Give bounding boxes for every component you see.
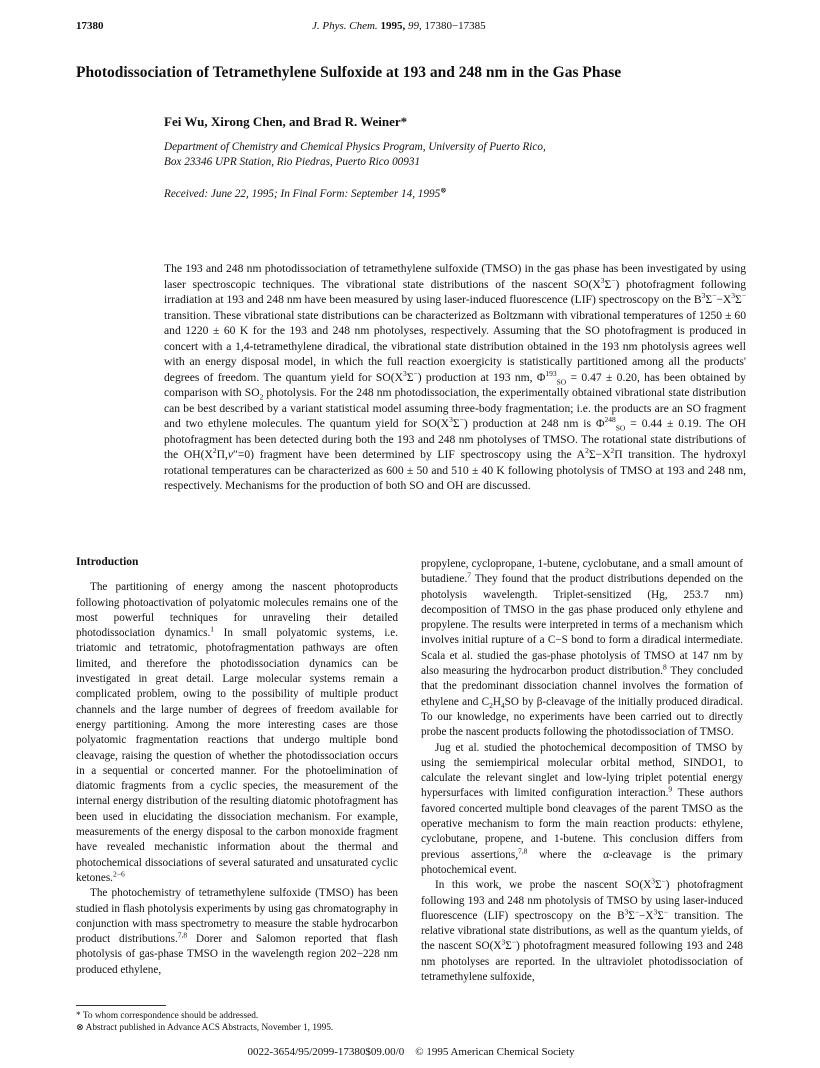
section-heading: Introduction <box>76 556 139 568</box>
right-column <box>421 557 743 985</box>
body-paragraph: propylene, cyclopropane, 1-butene, cyclobutane, and a small amount of butadiene.$^7$ They found that the product distributions depended on the photolysis wavelength. Triplet-sensitized (Hg, 253.7 nm) decomposition of TMSO in the gas phase produced only ethylene and propylene. The results were interpreted in terms of a mechanism which involves initial rupture of a C−S bond to form a diradical intermediate. Scala et al. studied the gas-phase photolysis of TMSO at 147 nm by also measuring the hydrocarbon product distribution.$^8$ They concluded that the predominant dissociation channel involves the formation of ethylene and $C_2H_4SO$ by β-cleavage of the initially produced diradical. To our knowledge, no experiments have been carried out to directly probe the nascent products following the photodissociation of TMSO. <box>421 558 743 739</box>
abstract <box>164 261 746 494</box>
article-title: Photodissociation of Tetramethylene Sulfoxide at 193 and 248 nm in the Gas Phase <box>76 64 622 81</box>
footnotes <box>76 1011 406 1034</box>
journal-volume: 99, <box>407 20 422 32</box>
body-paragraph: In this work, we probe the nascent $SO(X^3\Sigma^-)$ photofragment following 193 and 248 nm photolysis of TMSO by using laser-induced fluorescence (LIF) spectroscopy on the $B^3\Sigma^--X^3\Sigma^-$ transition. The relative vibrational state distributions, as well as the quantum yields, of the nascent $SO(X^3\Sigma^-)$ photofragment measured following 193 and 248 nm photolyses are reported. In the ultraviolet photodissociation of tetramethylene sulfoxide, <box>421 876 744 984</box>
footnote: * To whom correspondence should be addressed. <box>76 1011 259 1021</box>
page-number: 17380 <box>76 20 104 32</box>
journal-name: J. Phys. Chem. <box>312 20 378 32</box>
journal-citation <box>312 20 486 32</box>
copyright: © 1995 American Chemical Society <box>415 1046 575 1058</box>
journal-year: 1995, <box>380 20 406 32</box>
affiliation <box>164 140 634 170</box>
document-code: 0022-3654/95/2099-17380$09.00/0 <box>247 1046 405 1058</box>
journal-pages: 17380−17385 <box>424 20 486 32</box>
left-column <box>76 555 398 978</box>
footnote-divider <box>76 1005 166 1006</box>
abstract-mark: ⊗ <box>440 185 447 195</box>
page-footer <box>76 1046 746 1058</box>
affiliation-line: Box 23346 UPR Station, Rio Piedras, Puerto Rico 00931 <box>164 156 421 168</box>
author-list: Fei Wu, Xirong Chen, and Brad R. Weiner* <box>164 114 408 129</box>
body-paragraph: Jug et al. studied the photochemical decomposition of TMSO by using the semiempirical molecular orbital method, SINDO1, to calculate the relevant singlet and low-lying triplet potential energy hypersurfaces with limited configuration interaction.$^9$ These authors favored concerted multiple bond cleavages of the parent TMSO as the operative mechanism to form the main reaction products: ethylene, cyclobutane, propene, and 1-butene. This conclusion differs from previous assertions,$^{7,8}$ where the α-cleavage is the primary photochemical event. <box>421 741 743 876</box>
body-paragraph: The partitioning of energy among the nascent photoproducts following photoactivation of polyatomic molecules remains one of the most powerful techniques for unraveling their detailed photodissociation dynamics.$^1$ In small polyatomic systems, i.e. triatomic and tetratomic, photofragmentation pathways are often limited, and therefore the photodissociation dynamics can be investigated in great detail. Large molecular systems remain a complicated problem, owing to the possibility of multiple product channels and the large number of degrees of freedom available for energy partitioning. Among the more interesting cases are those polyatomic fragmentation reactions that undergo multiple bond cleavage, raising the question of whether the photodissociation occurs in a sequential or concerted manner. For the photoelimination of diatomic fragments from a cyclic species, the measurement of the internal energy distribution of the resulting diatomic photofragment has been used in elucidating the dissociation mechanism. For example, measurements of the energy disposal to the carbon monoxide fragment have revealed mechanistic information about the thermal and photochemical dissociations of several saturated and unsaturated cyclic ketones.$^{2-6}$ <box>76 581 398 884</box>
received-text: Received: June 22, 1995; In Final Form: September 14, 1995 <box>164 188 441 200</box>
received-dates <box>164 185 447 200</box>
footnote: ⊗ Abstract published in Advance ACS Abstracts, November 1, 1995. <box>76 1022 334 1033</box>
abstract-paragraph: The 193 and 248 nm photodissociation of tetramethylene sulfoxide (TMSO) in the gas phase has been investigated by using laser spectroscopic techniques. The vibrational state distributions of the nascent $SO(X^3\Sigma^-)$ photofragment following irradiation at 193 and 248 nm have been measured by using laser-induced fluorescence (LIF) spectroscopy on the $B^3\Sigma^--X^3\Sigma^-$ transition. These vibrational state distributions can be characterized as Boltzmann with vibrational temperatures of 1250 ± 60 and 1220 ± 60 K for the 193 and 248 nm photolyses, respectively. Assuming that the SO photofragment is produced in concert with a 1,4-tetramethylene diradical, the vibrational state distribution obtained in the 193 nm photolysis agrees well with an energy disposal model, in which the full reaction exoergicity is statistically partitioned among all the products' degrees of freedom. The quantum yield for $SO(X^3\Sigma^-)$ production at 193 nm, $\Phi^{193}_{SO} = 0.47 \pm 0.20$, has been obtained by comparison with $SO_2$ photolysis. For the 248 nm photodissociation, the experimentally obtained vibrational state distribution can be best described by a variant statistical model assuming three-body fragmentation; i.e. the products are an SO fragment and two ethylene molecules. The quantum yield for $SO(X^3\Sigma^-)$ production at 248 nm is $\Phi^{248}_{SO} = 0.44 \pm 0.19$. The OH photofragment has been detected during both the 193 and 248 nm photolyses of TMSO. The rotational state distributions of the $OH(X^2\Pi,v''=0)$ fragment have been determined by LIF spectroscopy using the $A^2\Sigma-X^2\Pi$ transition. The hydroxyl rotational temperatures can be characterized as 600 ± 50 and 510 ± 40 K following photolysis of TMSO at 193 and 248 nm, respectively. Mechanisms for the production of both SO and OH are discussed. <box>164 262 747 492</box>
affiliation-line: Department of Chemistry and Chemical Physics Program, University of Puerto Rico, <box>164 141 546 153</box>
body-paragraph: The photochemistry of tetramethylene sulfoxide (TMSO) has been studied in flash photolysis experiments by using gas chromatography in conjunction with mass spectrometry to measure the stable hydrocarbon product distributions.$^{7,8}$ Dorer and Salomon reported that flash photolysis of gas-phase TMSO in the wavelength region 202−228 nm produced ethylene, <box>76 887 398 976</box>
